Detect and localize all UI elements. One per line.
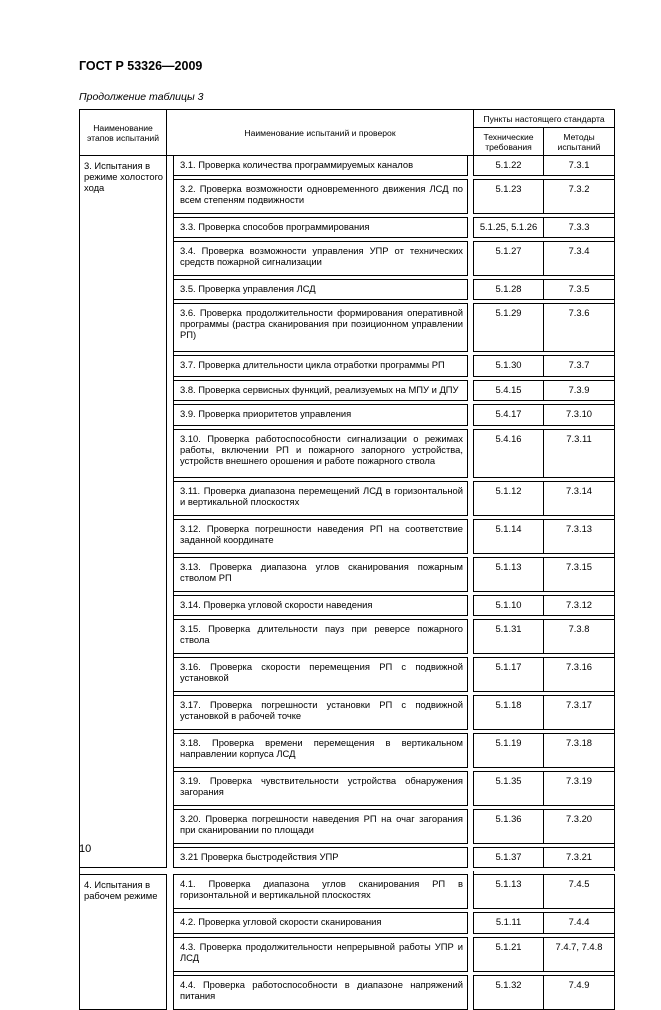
method-cell: 7.3.17 — [544, 696, 615, 730]
table-row — [80, 875, 615, 909]
requirement-cell: 5.1.12 — [474, 482, 544, 516]
table-row — [80, 156, 615, 176]
requirement-cell: 5.4.17 — [474, 405, 544, 426]
method-cell: 7.3.7 — [544, 356, 615, 377]
test-name-cell: 3.20. Проверка погрешности наведения РП на очаг загорания при сканировании по площади — [174, 810, 468, 844]
page-number: 10 — [79, 843, 92, 855]
test-name-cell: 3.2. Проверка возможности одновременного движения ЛСД по всем степеням подвижности — [174, 180, 468, 214]
test-name-cell: 3.11. Проверка диапазона перемещений ЛСД в горизонтальной и вертикальной плоскостях — [174, 482, 468, 516]
test-name-cell: 3.8. Проверка сервисных функций, реализуемых на МПУ и ДПУ — [174, 381, 468, 401]
test-name-cell: 3.14. Проверка угловой скорости наведения — [174, 596, 468, 616]
requirement-cell: 5.1.28 — [474, 280, 544, 300]
test-name-cell: 3.13. Проверка диапазона углов сканирования пожарным стволом РП — [174, 558, 468, 592]
requirement-cell: 5.1.13 — [474, 875, 544, 909]
method-cell: 7.3.21 — [544, 848, 615, 868]
test-name-cell: 3.16. Проверка скорости перемещения РП с подвижной установкой — [174, 658, 468, 692]
test-name-cell: 3.19. Проверка чувствительности устройства обнаружения загорания — [174, 772, 468, 806]
header-test-name: Наименование испытаний и проверок — [167, 110, 474, 156]
method-cell: 7.3.19 — [544, 772, 615, 806]
header-stage: Наименование этапов испытаний — [80, 110, 167, 156]
requirement-cell: 5.1.27 — [474, 242, 544, 276]
method-cell: 7.3.12 — [544, 596, 615, 616]
test-name-cell: 3.21 Проверка быстродействия УПР — [174, 848, 468, 868]
method-cell: 7.3.14 — [544, 482, 615, 516]
test-name-cell: 4.1. Проверка диапазона углов сканирования РП в горизонтальной и вертикальной плоскостях — [174, 875, 468, 909]
method-cell: 7.3.10 — [544, 405, 615, 426]
header-standard-points: Пункты настоящего стандарта — [474, 110, 615, 128]
requirement-cell: 5.1.25, 5.1.26 — [474, 218, 544, 238]
test-name-cell: 3.1. Проверка количества программируемых каналов — [174, 156, 468, 176]
test-name-cell: 3.6. Проверка продолжительности формирования оперативной программы (растра сканирования при позиционном управлении РП) — [174, 304, 468, 352]
test-name-cell: 3.4. Проверка возможности управления УПР от технических средств пожарной сигнализации — [174, 242, 468, 276]
requirement-cell: 5.1.11 — [474, 913, 544, 934]
test-name-cell: 3.5. Проверка управления ЛСД — [174, 280, 468, 300]
requirement-cell: 5.1.23 — [474, 180, 544, 214]
method-cell: 7.3.3 — [544, 218, 615, 238]
requirement-cell: 5.1.32 — [474, 976, 544, 1010]
requirement-cell: 5.1.10 — [474, 596, 544, 616]
table-caption: Продолжение таблицы 3 — [79, 91, 204, 103]
method-cell: 7.3.20 — [544, 810, 615, 844]
requirement-cell: 5.1.17 — [474, 658, 544, 692]
requirement-cell: 5.1.19 — [474, 734, 544, 768]
requirement-cell: 5.1.18 — [474, 696, 544, 730]
method-cell: 7.3.16 — [544, 658, 615, 692]
test-name-cell: 3.18. Проверка времени перемещения в вертикальном направлении корпуса ЛСД — [174, 734, 468, 768]
document-header: ГОСТ Р 53326—2009 — [79, 59, 203, 73]
test-name-cell: 3.3. Проверка способов программирования — [174, 218, 468, 238]
test-name-cell: 3.12. Проверка погрешности наведения РП на соответствие заданной координате — [174, 520, 468, 554]
method-cell: 7.4.4 — [544, 913, 615, 934]
header-requirements: Технические требования — [474, 128, 544, 156]
table-body — [80, 156, 615, 1010]
requirement-cell: 5.1.13 — [474, 558, 544, 592]
requirement-cell: 5.1.22 — [474, 156, 544, 176]
stage-gap — [167, 156, 174, 868]
stage-gap — [167, 875, 174, 1010]
method-cell: 7.3.13 — [544, 520, 615, 554]
test-name-cell: 4.2. Проверка угловой скорости сканирования — [174, 913, 468, 934]
method-cell: 7.3.1 — [544, 156, 615, 176]
requirement-cell: 5.4.15 — [474, 381, 544, 401]
method-cell: 7.3.2 — [544, 180, 615, 214]
requirement-cell: 5.1.14 — [474, 520, 544, 554]
test-name-cell: 3.10. Проверка работоспособности сигнализации о режимах работы, включении РП и пожарного запорного устройства, устройств внешнего орошения и работе пожарного ствола — [174, 430, 468, 478]
method-cell: 7.4.7, 7.4.8 — [544, 938, 615, 972]
requirement-cell: 5.1.30 — [474, 356, 544, 377]
method-cell: 7.3.8 — [544, 620, 615, 654]
requirement-cell: 5.1.31 — [474, 620, 544, 654]
header-methods: Методы испытаний — [544, 128, 615, 156]
method-cell: 7.3.9 — [544, 381, 615, 401]
method-cell: 7.3.4 — [544, 242, 615, 276]
requirement-cell: 5.1.21 — [474, 938, 544, 972]
test-name-cell: 3.9. Проверка приоритетов управления — [174, 405, 468, 426]
method-cell: 7.3.5 — [544, 280, 615, 300]
test-name-cell: 3.17. Проверка погрешности установки РП с подвижной установкой в рабочей точке — [174, 696, 468, 730]
test-name-cell: 4.4. Проверка работоспособности в диапазоне напряжений питания — [174, 976, 468, 1010]
requirement-cell: 5.4.16 — [474, 430, 544, 478]
method-cell: 7.4.5 — [544, 875, 615, 909]
requirement-cell: 5.1.37 — [474, 848, 544, 868]
test-name-cell: 3.7. Проверка длительности цикла отработки программы РП — [174, 356, 468, 377]
test-table — [79, 109, 615, 1010]
stage-cell: 3. Испытания в режиме холостого хода — [80, 156, 167, 868]
method-cell: 7.3.11 — [544, 430, 615, 478]
requirement-cell: 5.1.29 — [474, 304, 544, 352]
stage-cell: 4. Испытания в рабочем режиме — [80, 875, 167, 1010]
requirement-cell: 5.1.35 — [474, 772, 544, 806]
method-cell: 7.3.18 — [544, 734, 615, 768]
method-cell: 7.4.9 — [544, 976, 615, 1010]
method-cell: 7.3.15 — [544, 558, 615, 592]
method-cell: 7.3.6 — [544, 304, 615, 352]
test-name-cell: 4.3. Проверка продолжительности непрерывной работы УПР и ЛСД — [174, 938, 468, 972]
requirement-cell: 5.1.36 — [474, 810, 544, 844]
test-name-cell: 3.15. Проверка длительности пауз при реверсе пожарного ствола — [174, 620, 468, 654]
